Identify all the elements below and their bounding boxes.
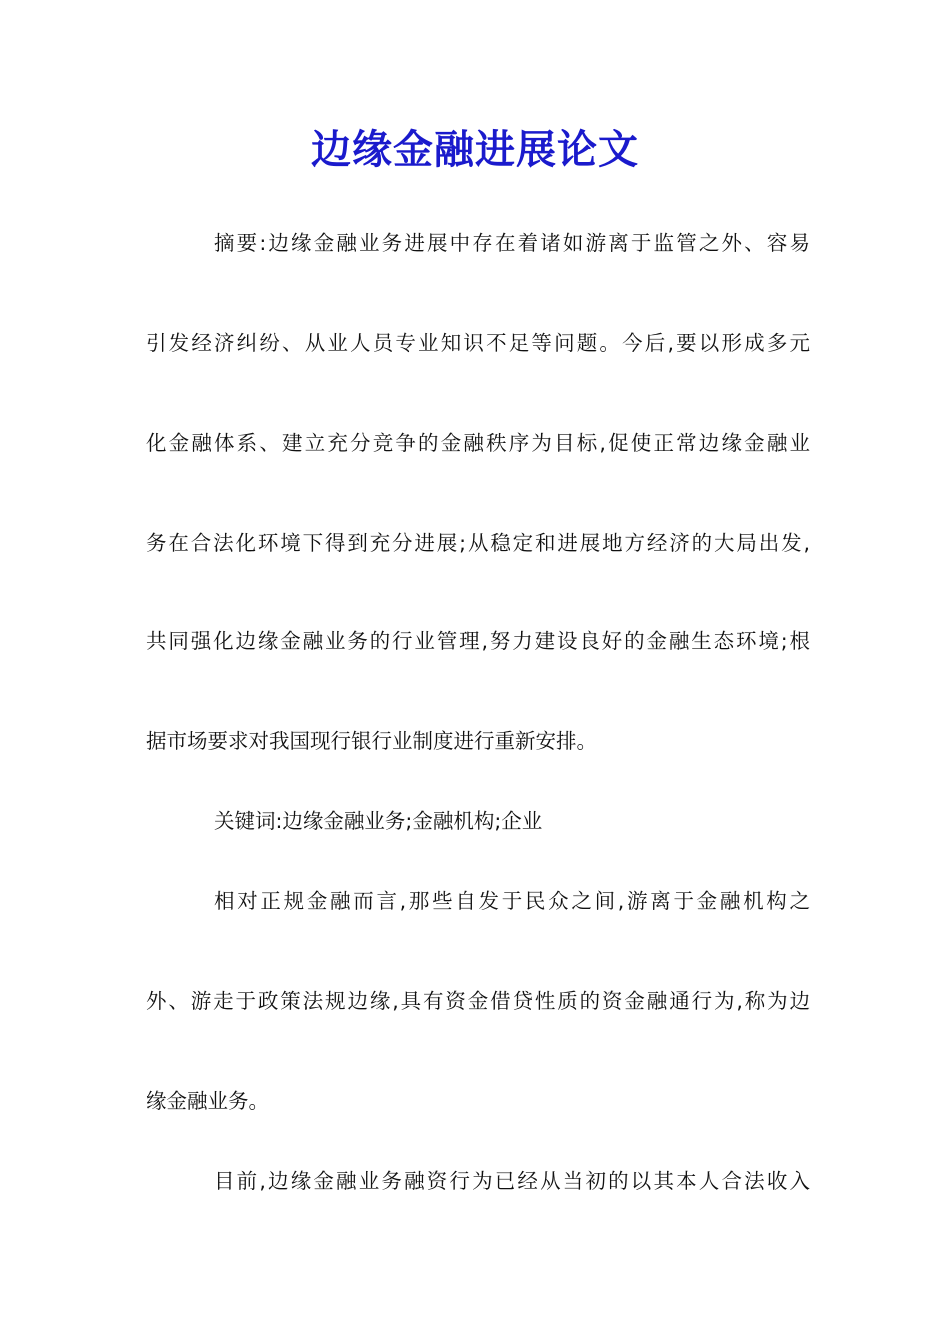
abstract-line-5: 共同强化边缘金融业务的行业管理,努力建设良好的金融生态环境;根 <box>146 629 810 653</box>
body-paragraph-1-line-2: 外、游走于政策法规边缘,具有资金借贷性质的资金融通行为,称为边 <box>146 989 810 1013</box>
keywords-line: 关键词:边缘金融业务;金融机构;企业 <box>214 809 543 833</box>
abstract-line-2: 引发经济纠纷、从业人员专业知识不足等问题。今后,要以形成多元 <box>146 331 810 355</box>
body-paragraph-2-line-1: 目前,边缘金融业务融资行为已经从当初的以其本人合法收入 <box>214 1169 810 1193</box>
abstract-line-3: 化金融体系、建立充分竞争的金融秩序为目标,促使正常边缘金融业 <box>146 431 810 455</box>
abstract-line-4: 务在合法化环境下得到充分进展;从稳定和进展地方经济的大局出发, <box>146 531 810 555</box>
body-paragraph-1-line-3: 缘金融业务。 <box>146 1089 269 1113</box>
abstract-line-1: 摘要:边缘金融业务进展中存在着诸如游离于监管之外、容易 <box>214 231 810 255</box>
document-title: 边缘金融进展论文 <box>311 126 639 173</box>
abstract-line-6: 据市场要求对我国现行银行业制度进行重新安排。 <box>146 729 597 753</box>
body-paragraph-1-line-1: 相对正规金融而言,那些自发于民众之间,游离于金融机构之 <box>214 889 810 913</box>
